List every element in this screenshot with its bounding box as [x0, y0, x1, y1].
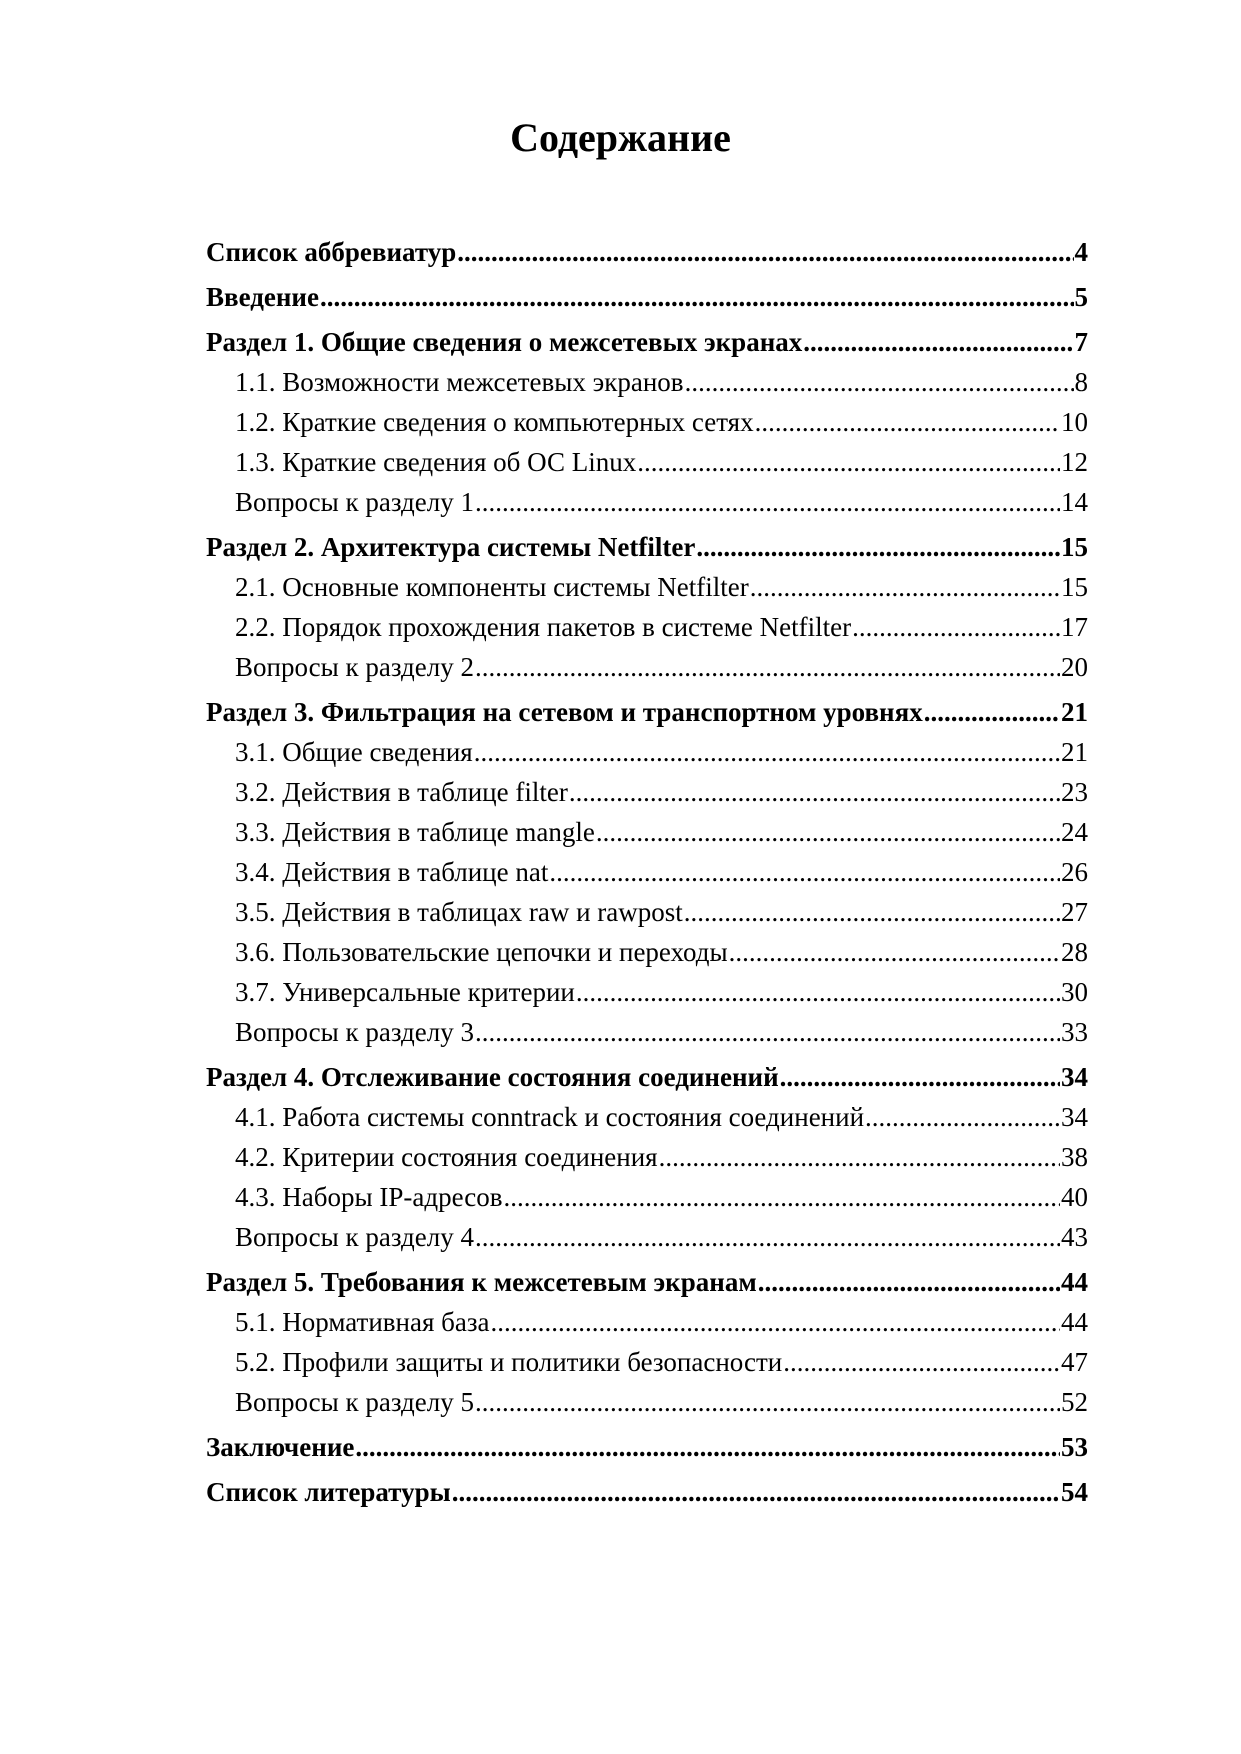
toc-entry-label: Вопросы к разделу 4 — [235, 1222, 474, 1252]
toc-entry-label: 3.6. Пользовательские цепочки и переходы — [235, 937, 728, 967]
toc-entry[interactable] — [206, 817, 1088, 857]
dot-leader — [452, 1477, 1060, 1508]
toc-entry-page: 44 — [1061, 1267, 1088, 1297]
toc-entry[interactable] — [206, 857, 1088, 897]
toc-entry-label: 4.3. Наборы IP-адресов — [235, 1182, 503, 1212]
toc-entry[interactable] — [206, 777, 1088, 817]
toc-entry[interactable] — [206, 1182, 1088, 1222]
table-of-contents — [206, 232, 1088, 1517]
dot-leader — [503, 1182, 1060, 1213]
dot-leader — [659, 1142, 1060, 1173]
toc-entry-label: Заключение — [206, 1432, 355, 1462]
toc-entry-label: 1.2. Краткие сведения о компьютерных сетях — [235, 407, 754, 437]
toc-entry[interactable] — [206, 1017, 1088, 1057]
toc-entry-label: Раздел 4. Отслеживание состояния соединений — [206, 1062, 779, 1092]
toc-entry-label: Раздел 1. Общие сведения о межсетевых экранах — [206, 327, 803, 357]
dot-leader — [475, 487, 1060, 518]
dot-leader — [783, 1347, 1060, 1378]
dot-leader — [491, 1307, 1061, 1338]
toc-entry-label: Вопросы к разделу 3 — [235, 1017, 474, 1047]
toc-entry-page: 4 — [1074, 237, 1088, 267]
dot-leader — [696, 532, 1060, 563]
dot-leader — [637, 447, 1060, 478]
toc-entry-label: 2.1. Основные компоненты системы Netfilter — [235, 572, 749, 602]
toc-entry-page: 26 — [1061, 857, 1088, 887]
toc-entry-page: 15 — [1061, 572, 1088, 602]
toc-entry-page: 53 — [1061, 1432, 1088, 1462]
toc-entry-page: 17 — [1061, 612, 1088, 642]
toc-entry-page: 21 — [1061, 697, 1088, 727]
toc-entry[interactable] — [206, 897, 1088, 937]
toc-entry[interactable] — [206, 1387, 1088, 1427]
toc-entry-page: 7 — [1074, 327, 1088, 357]
toc-entry-page: 34 — [1061, 1102, 1088, 1132]
toc-entry[interactable] — [206, 527, 1088, 572]
toc-entry-page: 33 — [1061, 1017, 1088, 1047]
dot-leader — [355, 1432, 1060, 1463]
toc-entry-label: Раздел 3. Фильтрация на сетевом и транспортном уровнях — [206, 697, 923, 727]
dot-leader — [780, 1062, 1060, 1093]
toc-entry[interactable] — [206, 1142, 1088, 1182]
toc-entry[interactable] — [206, 447, 1088, 487]
dot-leader — [475, 1222, 1060, 1253]
toc-entry[interactable] — [206, 1347, 1088, 1387]
toc-entry-label: Вопросы к разделу 5 — [235, 1387, 474, 1417]
toc-entry[interactable] — [206, 1307, 1088, 1347]
toc-entry-page: 10 — [1061, 407, 1088, 437]
page-title: Содержание — [510, 115, 731, 160]
toc-entry[interactable] — [206, 277, 1088, 322]
toc-entry-page: 40 — [1061, 1182, 1088, 1212]
toc-entry-page: 52 — [1061, 1387, 1088, 1417]
toc-entry-label: Список аббревиатур — [206, 237, 457, 267]
toc-entry-page: 15 — [1061, 532, 1088, 562]
toc-entry-label: 3.2. Действия в таблице filter — [235, 777, 568, 807]
toc-entry-page: 47 — [1061, 1347, 1088, 1377]
dot-leader — [852, 612, 1060, 643]
toc-entry[interactable] — [206, 1427, 1088, 1472]
toc-entry[interactable] — [206, 612, 1088, 652]
dot-leader — [684, 897, 1060, 928]
toc-entry[interactable] — [206, 1262, 1088, 1307]
toc-entry-label: Введение — [206, 282, 319, 312]
dot-leader — [569, 777, 1060, 808]
toc-entry[interactable] — [206, 1472, 1088, 1517]
toc-entry[interactable] — [206, 367, 1088, 407]
toc-entry[interactable] — [206, 407, 1088, 447]
dot-leader — [924, 697, 1060, 728]
toc-entry[interactable] — [206, 1102, 1088, 1142]
toc-entry-page: 20 — [1061, 652, 1088, 682]
toc-entry-page: 23 — [1061, 777, 1088, 807]
toc-entry-label: Список литературы — [206, 1477, 451, 1507]
toc-entry-page: 14 — [1061, 487, 1088, 517]
toc-entry-page: 28 — [1061, 937, 1088, 967]
toc-entry[interactable] — [206, 1222, 1088, 1262]
toc-entry-page: 24 — [1061, 817, 1088, 847]
toc-entry[interactable] — [206, 937, 1088, 977]
toc-entry-page: 5 — [1074, 282, 1088, 312]
toc-entry[interactable] — [206, 652, 1088, 692]
toc-entry-label: 1.1. Возможности межсетевых экранов — [235, 367, 684, 397]
toc-entry-label: Вопросы к разделу 2 — [235, 652, 474, 682]
toc-entry[interactable] — [206, 737, 1088, 777]
dot-leader — [803, 327, 1073, 358]
toc-entry-label: 3.4. Действия в таблице nat — [235, 857, 549, 887]
toc-entry-label: 3.5. Действия в таблицах raw и rawpost — [235, 897, 683, 927]
toc-entry[interactable] — [206, 322, 1088, 367]
toc-entry-label: 3.7. Универсальные критерии — [235, 977, 575, 1007]
dot-leader — [320, 282, 1074, 313]
toc-entry-label: 3.1. Общие сведения — [235, 737, 473, 767]
toc-entry-page: 38 — [1061, 1142, 1088, 1172]
toc-entry-label: 5.1. Нормативная база — [235, 1307, 490, 1337]
toc-entry-label: 4.1. Работа системы conntrack и состояния соединений — [235, 1102, 865, 1132]
toc-entry[interactable] — [206, 1057, 1088, 1102]
toc-entry-page: 27 — [1061, 897, 1088, 927]
toc-entry-label: 4.2. Критерии состояния соединения — [235, 1142, 658, 1172]
toc-entry-label: 5.2. Профили защиты и политики безопасности — [235, 1347, 783, 1377]
dot-leader — [729, 937, 1060, 968]
dot-leader — [685, 367, 1074, 398]
toc-entry-label: 3.3. Действия в таблице mangle — [235, 817, 595, 847]
dot-leader — [475, 1017, 1060, 1048]
dot-leader — [549, 857, 1060, 888]
toc-entry[interactable] — [206, 232, 1088, 277]
toc-entry-page: 12 — [1061, 447, 1088, 477]
dot-leader — [474, 737, 1060, 768]
toc-entry[interactable] — [206, 977, 1088, 1017]
toc-entry-page: 8 — [1074, 367, 1088, 397]
toc-entry[interactable] — [206, 487, 1088, 527]
toc-entry-page: 30 — [1061, 977, 1088, 1007]
toc-entry-page: 34 — [1061, 1062, 1088, 1092]
toc-entry-label: Раздел 2. Архитектура системы Netfilter — [206, 532, 696, 562]
toc-entry-page: 54 — [1061, 1477, 1088, 1507]
toc-entry-label: Раздел 5. Требования к межсетевым экранам — [206, 1267, 757, 1297]
toc-entry-page: 44 — [1061, 1307, 1088, 1337]
dot-leader — [755, 407, 1060, 438]
dot-leader — [758, 1267, 1060, 1298]
toc-entry-label: 2.2. Порядок прохождения пакетов в системе Netfilter — [235, 612, 852, 642]
toc-entry-page: 43 — [1061, 1222, 1088, 1252]
dot-leader — [865, 1102, 1060, 1133]
toc-entry[interactable] — [206, 692, 1088, 737]
dot-leader — [750, 572, 1060, 603]
toc-entry[interactable] — [206, 572, 1088, 612]
toc-entry-label: Вопросы к разделу 1 — [235, 487, 474, 517]
toc-entry-page: 21 — [1061, 737, 1088, 767]
toc-entry-label: 1.3. Краткие сведения об ОС Linux — [235, 447, 637, 477]
dot-leader — [457, 237, 1073, 268]
dot-leader — [475, 652, 1060, 683]
dot-leader — [596, 817, 1060, 848]
dot-leader — [576, 977, 1060, 1008]
dot-leader — [475, 1387, 1060, 1418]
